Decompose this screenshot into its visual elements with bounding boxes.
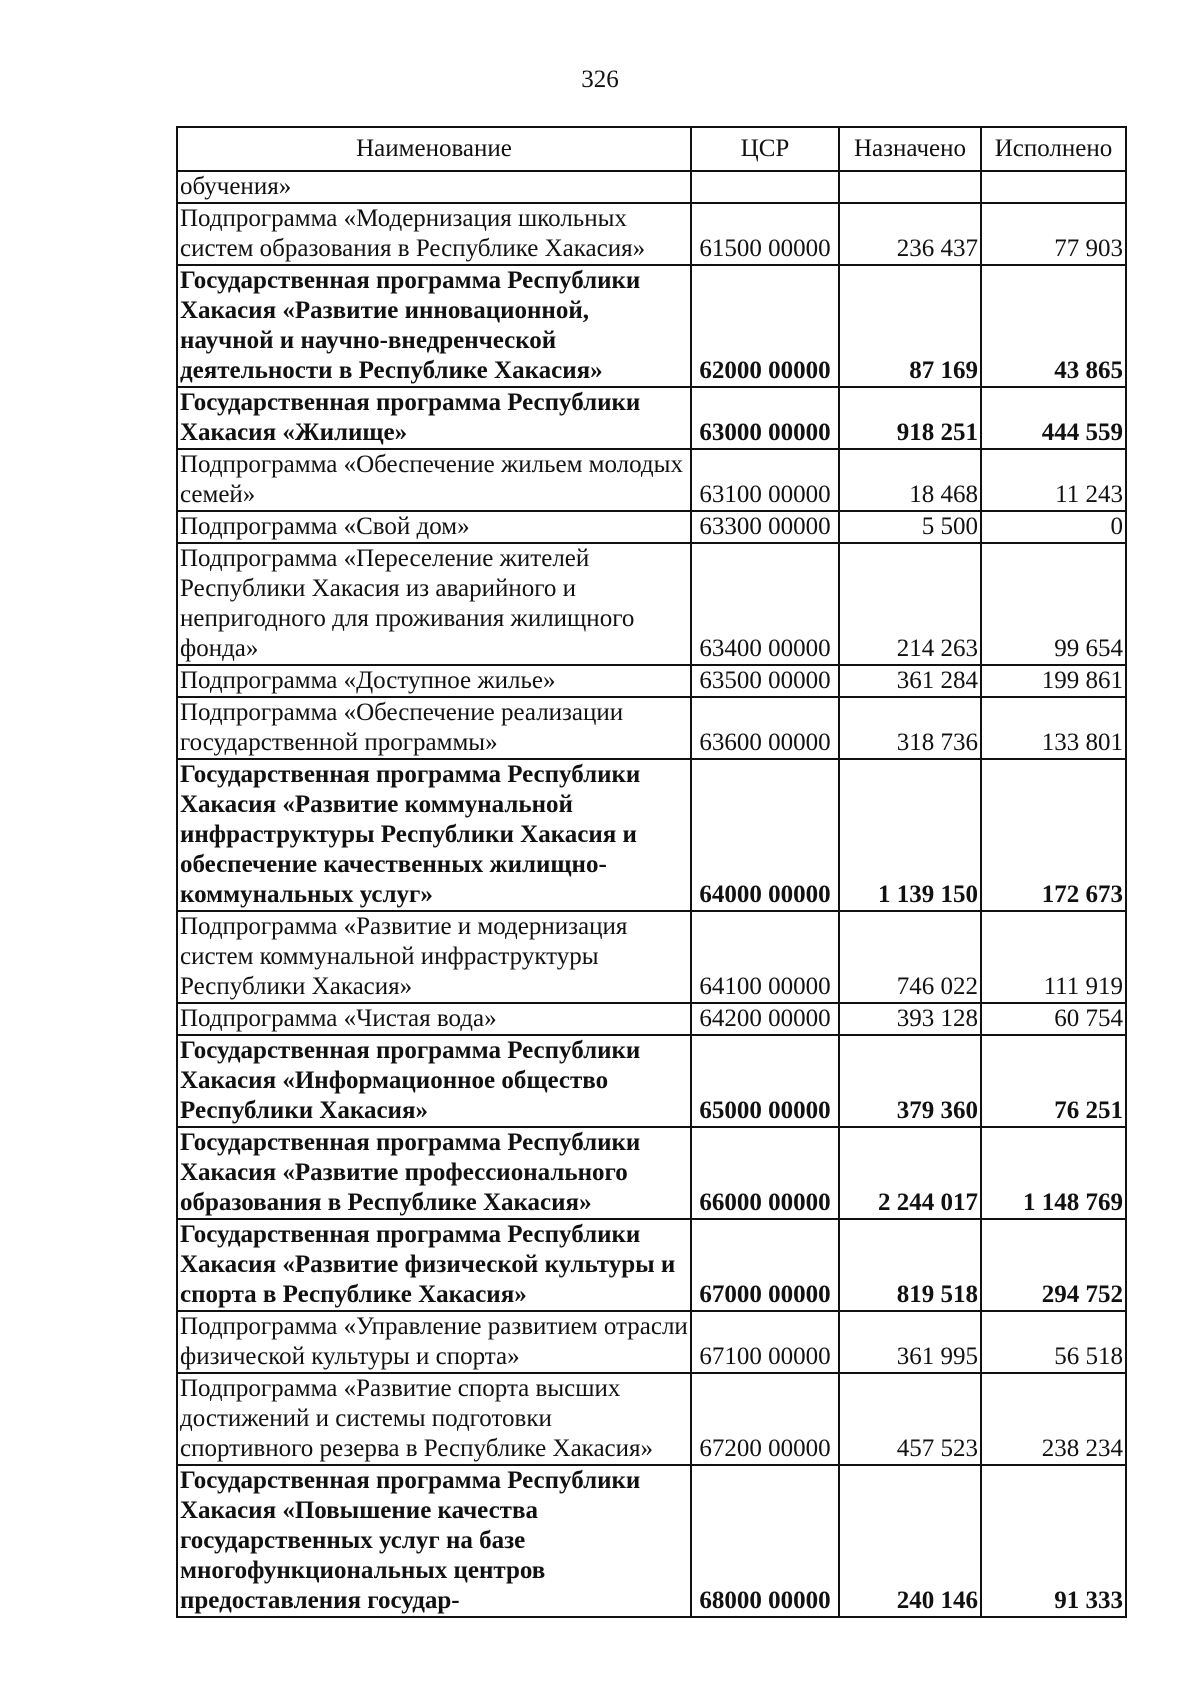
row-csr: 63300 00000 [691, 511, 839, 543]
row-executed: 111 919 [981, 911, 1126, 1003]
header-name: Наименование [177, 127, 691, 171]
row-planned: 819 518 [839, 1219, 981, 1311]
table-row [177, 265, 1126, 387]
table-row [177, 1311, 1126, 1373]
row-name: Подпрограмма «Доступное жилье» [177, 665, 691, 697]
page-number: 326 [581, 66, 619, 93]
row-name: Подпрограмма «Переселение жителей Республики Хакасия из аварийного и непригодного для проживания жилищного фонда» [177, 543, 691, 665]
table-row [177, 697, 1126, 759]
row-csr: 64000 00000 [691, 759, 839, 911]
row-executed: 238 234 [981, 1373, 1126, 1465]
header-executed: Исполнено [981, 127, 1126, 171]
row-name: Подпрограмма «Обеспечение реализации государственной программы» [177, 697, 691, 759]
row-executed: 0 [981, 511, 1126, 543]
row-name: Подпрограмма «Управление развитием отрасли физической культуры и спорта» [177, 1311, 691, 1373]
row-executed [981, 171, 1126, 203]
row-planned: 2 244 017 [839, 1127, 981, 1219]
row-csr: 64100 00000 [691, 911, 839, 1003]
row-planned: 236 437 [839, 203, 981, 265]
row-csr: 63100 00000 [691, 449, 839, 511]
row-planned: 214 263 [839, 543, 981, 665]
row-csr: 61500 00000 [691, 203, 839, 265]
row-name: Подпрограмма «Развитие спорта высших достижений и системы подготовки спортивного резерва в Республике Хакасия» [177, 1373, 691, 1465]
row-name: Подпрограмма «Развитие и модернизация систем коммунальной инфраструктуры Республики Хакасия» [177, 911, 691, 1003]
row-name: Подпрограмма «Чистая вода» [177, 1003, 691, 1035]
row-executed: 172 673 [981, 759, 1126, 911]
header-csr: ЦСР [691, 127, 839, 171]
row-name: Государственная программа Республики Хакасия «Жилище» [177, 387, 691, 449]
row-name: Государственная программа Республики Хакасия «Развитие профессионального образования в Республике Хакасия» [177, 1127, 691, 1219]
row-csr: 64200 00000 [691, 1003, 839, 1035]
table-row [177, 1127, 1126, 1219]
row-planned [839, 171, 981, 203]
row-name: Подпрограмма «Обеспечение жильем молодых семей» [177, 449, 691, 511]
table-header-row [177, 127, 1126, 171]
row-name: Государственная программа Республики Хакасия «Развитие инновационной, научной и научно-внедренческой деятельности в Республике Хакасия» [177, 265, 691, 387]
table-row [177, 1465, 1126, 1617]
row-planned: 361 995 [839, 1311, 981, 1373]
row-planned: 457 523 [839, 1373, 981, 1465]
table-row [177, 759, 1126, 911]
budget-execution-table [176, 126, 1127, 1618]
row-csr: 66000 00000 [691, 1127, 839, 1219]
row-executed: 56 518 [981, 1311, 1126, 1373]
row-csr: 63600 00000 [691, 697, 839, 759]
row-planned: 1 139 150 [839, 759, 981, 911]
row-planned: 5 500 [839, 511, 981, 543]
row-csr: 63400 00000 [691, 543, 839, 665]
row-name: Государственная программа Республики Хакасия «Развитие физической культуры и спорта в Республике Хакасия» [177, 1219, 691, 1311]
row-planned: 18 468 [839, 449, 981, 511]
table-row [177, 911, 1126, 1003]
row-planned: 240 146 [839, 1465, 981, 1617]
row-name: Подпрограмма «Свой дом» [177, 511, 691, 543]
row-executed: 1 148 769 [981, 1127, 1126, 1219]
row-name: Государственная программа Республики Хакасия «Повышение качества государственных услуг на базе многофункциональных центров предоставления государ- [177, 1465, 691, 1617]
table-row [177, 1035, 1126, 1127]
row-planned: 918 251 [839, 387, 981, 449]
row-planned: 379 360 [839, 1035, 981, 1127]
row-name: Подпрограмма «Модернизация школьных систем образования в Республике Хакасия» [177, 203, 691, 265]
row-name: обучения» [177, 171, 691, 203]
row-executed: 11 243 [981, 449, 1126, 511]
row-planned: 361 284 [839, 665, 981, 697]
row-csr: 68000 00000 [691, 1465, 839, 1617]
table-row [177, 1003, 1126, 1035]
row-csr: 65000 00000 [691, 1035, 839, 1127]
row-executed: 199 861 [981, 665, 1126, 697]
row-executed: 91 333 [981, 1465, 1126, 1617]
row-csr: 63000 00000 [691, 387, 839, 449]
table-row [177, 171, 1126, 203]
header-planned: Назначено [839, 127, 981, 171]
row-planned: 746 022 [839, 911, 981, 1003]
row-planned: 318 736 [839, 697, 981, 759]
row-csr: 63500 00000 [691, 665, 839, 697]
row-executed: 60 754 [981, 1003, 1126, 1035]
table-row [177, 387, 1126, 449]
row-csr: 62000 00000 [691, 265, 839, 387]
row-executed: 99 654 [981, 543, 1126, 665]
table-row [177, 203, 1126, 265]
table-row [177, 449, 1126, 511]
row-planned: 393 128 [839, 1003, 981, 1035]
row-name: Государственная программа Республики Хакасия «Информационное общество Республики Хакасия» [177, 1035, 691, 1127]
row-executed: 133 801 [981, 697, 1126, 759]
row-executed: 43 865 [981, 265, 1126, 387]
row-name: Государственная программа Республики Хакасия «Развитие коммунальной инфраструктуры Республики Хакасия и обеспечение качественных жилищно-коммунальных услуг» [177, 759, 691, 911]
row-planned: 87 169 [839, 265, 981, 387]
row-csr [691, 171, 839, 203]
table-row [177, 1219, 1126, 1311]
table-row [177, 511, 1126, 543]
table-row [177, 543, 1126, 665]
table-row [177, 1373, 1126, 1465]
row-csr: 67200 00000 [691, 1373, 839, 1465]
row-executed: 294 752 [981, 1219, 1126, 1311]
row-csr: 67100 00000 [691, 1311, 839, 1373]
row-executed: 76 251 [981, 1035, 1126, 1127]
row-csr: 67000 00000 [691, 1219, 839, 1311]
table-row [177, 665, 1126, 697]
row-executed: 77 903 [981, 203, 1126, 265]
row-executed: 444 559 [981, 387, 1126, 449]
